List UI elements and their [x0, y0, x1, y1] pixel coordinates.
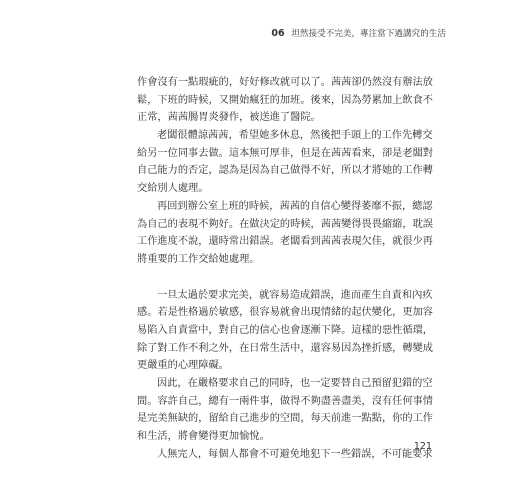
text-line: 將重要的工作交給她處理。: [137, 253, 260, 265]
page-number: 121: [413, 441, 432, 452]
section-gap: [137, 269, 404, 287]
text-line: 是完美無缺的，留給自己進步的空間，每天前進一點點，你的工作: [137, 413, 434, 425]
text-line: 老闆很體諒茜茜，希望她多休息，然後把手頭上的工作先轉交: [157, 130, 433, 142]
text-line: 除了對工作不利之外，在日常生活中，還容易因為挫折感，轉變成: [137, 342, 434, 354]
text-line: 一旦太過於要求完美，就容易造成錯誤，進而產生自責和內疚: [157, 289, 433, 301]
text-line: 作會沒有一點瑕疵的，好好修改就可以了。茜茜卻仍然沒有辦法放: [137, 77, 434, 88]
text-line: 人無完人，每個人都會不可避免地犯下一些錯誤，不可能要求: [157, 448, 433, 460]
text-line: 感。若是性格過於敏感，很容易就會出現情緒的起伏變化，更加容: [137, 307, 434, 319]
text-line: 工作進度不說，還時常出錯誤。老闆看到茜茜表現欠佳，就很少再: [137, 236, 434, 248]
text-line: 正常，茜茜腸胃炎發作，被送進了醫院。: [137, 112, 321, 124]
text-line: 更嚴重的心理障礙。: [137, 360, 229, 372]
text-line: 間。容許自己，總有一兩件事，做得不夠盡善盡美，沒有任何事情: [137, 395, 434, 407]
text-line: 和生活，將會變得更加愉悅。: [137, 431, 270, 443]
chapter-number: 06: [271, 28, 285, 39]
text-line: 給另一位同事去做。這本無可厚非，但是在茜茜看來，卻是老闆對: [137, 147, 434, 159]
text-line: 易陷入自責當中，對自己的信心也會逐漸下降。這樣的惡性循環，: [137, 324, 434, 336]
running-header: [271, 27, 446, 39]
text-line: 自己能力的否定，認為是因為自己做得不好，所以才將她的工作轉: [137, 165, 434, 177]
chapter-title: 坦然接受不完美，專注當下過講究的生活: [291, 29, 446, 39]
text-line: 為自己的表現不夠好。在做決定的時候，茜茜變得畏畏縮縮，耽誤: [137, 218, 434, 230]
text-line: 鬆，下班的時候，又開始瘋狂的加班。後來，因為勞累加上飲食不: [137, 94, 434, 106]
text-line: 交給別人處理。: [137, 183, 209, 195]
text-line: 再回到辦公室上班的時候，茜茜的自信心變得萎靡不振，總認: [157, 200, 433, 212]
text-line: 因此，在嚴格要求自己的同時，也一定要替自己預留犯錯的空: [157, 378, 433, 389]
